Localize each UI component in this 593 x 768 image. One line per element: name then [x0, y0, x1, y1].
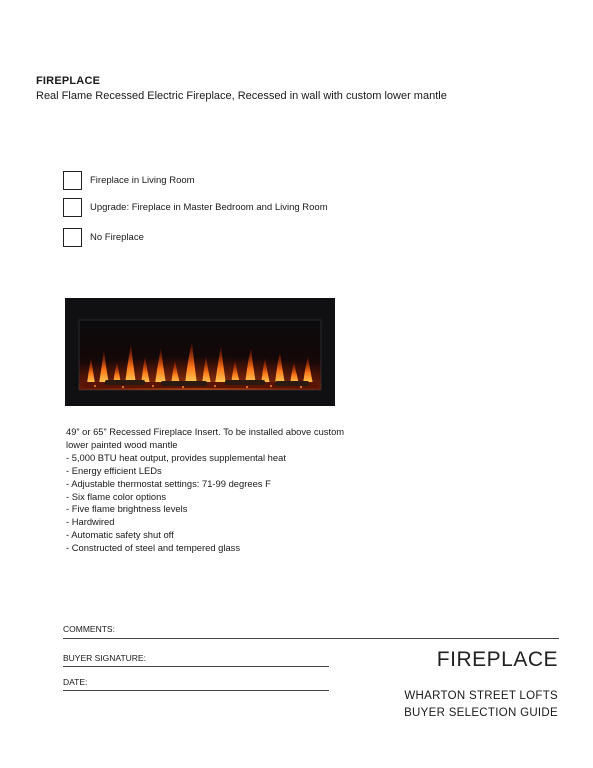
product-intro: 49” or 65” Recessed Fireplace Insert. To be installed above custom lower painted wood mantle	[66, 426, 345, 450]
feature-item: - Five flame brightness levels	[66, 503, 188, 515]
footer-brand-line1: WHARTON STREET LOFTS	[404, 690, 558, 702]
feature-item: - 5,000 BTU heat output, provides supplemental heat	[66, 451, 286, 463]
feature-item: - Energy efficient LEDs	[66, 464, 162, 476]
option-label: Fireplace in Living Room	[90, 174, 195, 186]
option-label: No Fireplace	[90, 231, 144, 243]
feature-list	[66, 452, 366, 555]
feature-item: - Adjustable thermostat settings: 71-99 degrees F	[66, 477, 271, 489]
option-label: Upgrade: Fireplace in Master Bedroom and Living Room	[90, 201, 328, 213]
date-field[interactable]	[63, 690, 329, 691]
option-upgrade-bedroom-living[interactable]	[63, 197, 328, 217]
comments-label: COMMENTS:	[63, 624, 115, 634]
feature-item: - Six flame color options	[66, 490, 167, 502]
feature-item: - Automatic safety shut off	[66, 529, 174, 541]
option-living-room[interactable]	[63, 170, 195, 190]
buyer-signature-field[interactable]	[63, 666, 329, 667]
checkbox-upgrade[interactable]	[63, 198, 82, 217]
comments-field[interactable]	[63, 638, 559, 639]
feature-item: - Hardwired	[66, 516, 115, 528]
product-description	[66, 426, 366, 555]
footer-brand-line2: BUYER SELECTION GUIDE	[404, 707, 558, 719]
fireplace-image	[65, 298, 335, 406]
footer-section-title: FIREPLACE	[436, 648, 558, 671]
feature-item: - Constructed of steel and tempered glass	[66, 542, 241, 554]
checkbox-living-room[interactable]	[63, 171, 82, 190]
date-label: DATE:	[63, 677, 88, 687]
section-heading: FIREPLACE	[36, 75, 101, 87]
section-subheading: Real Flame Recessed Electric Fireplace, Recessed in wall with custom lower mantle	[36, 90, 447, 102]
checkbox-no-fireplace[interactable]	[63, 228, 82, 247]
buyer-signature-label: BUYER SIGNATURE:	[63, 653, 146, 663]
option-no-fireplace[interactable]	[63, 227, 144, 247]
